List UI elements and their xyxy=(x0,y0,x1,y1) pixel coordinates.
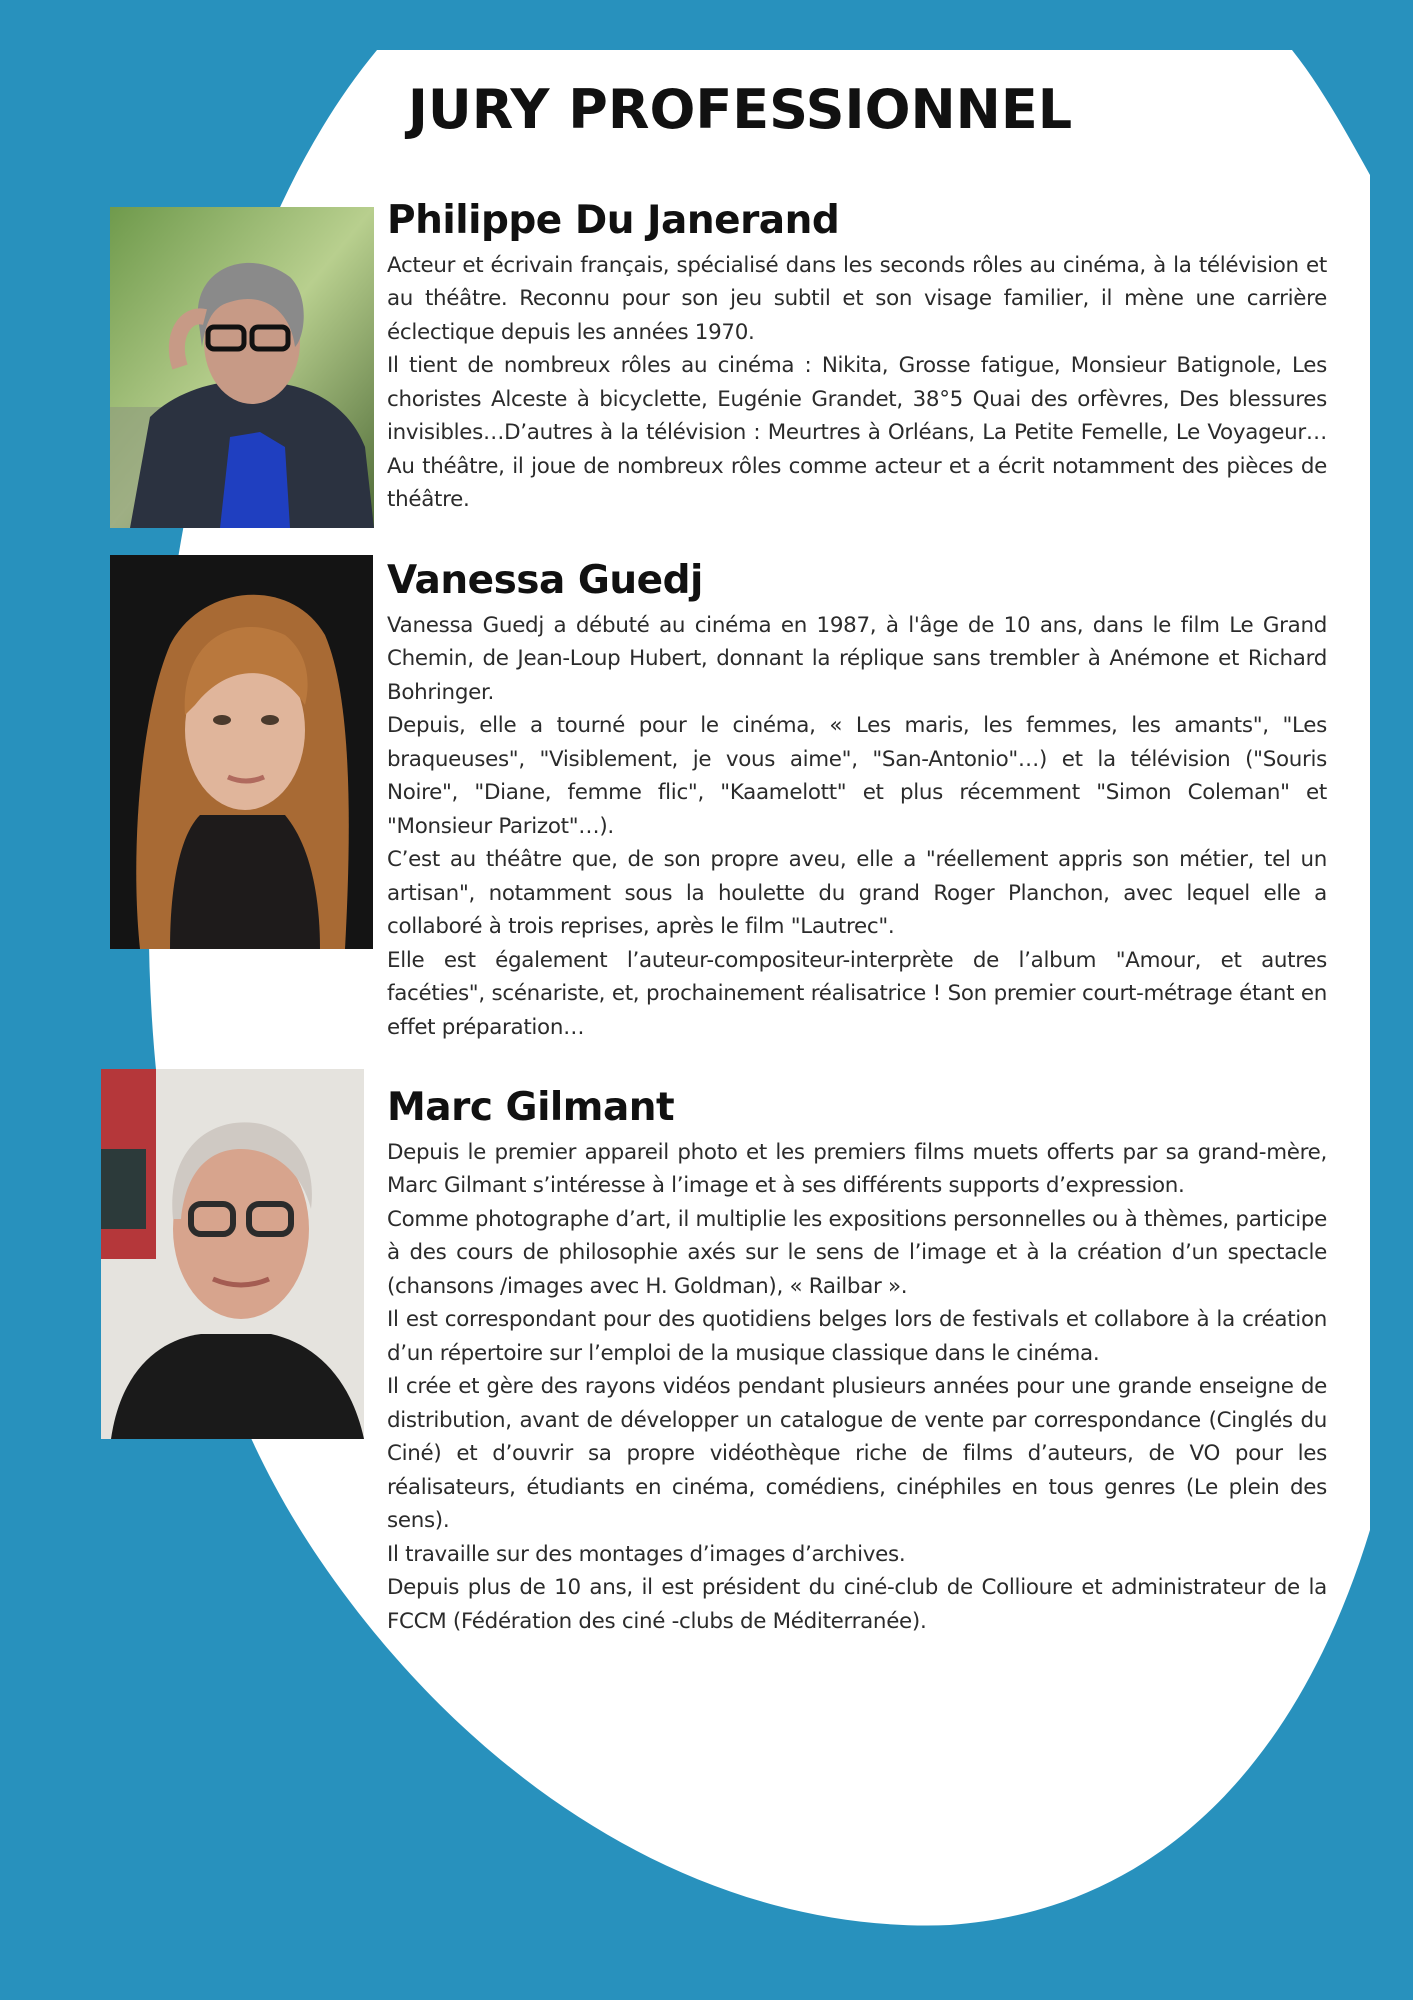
portrait-photo-philippe xyxy=(110,207,374,528)
bio-paragraph: Acteur et écrivain français, spécialisé dans les seconds rôles au cinéma, à la télévision et au théâtre. Reconnu pour son jeu subtil et son visage familier, il mène une carrière éclectique depuis les années 1970. xyxy=(387,252,1327,345)
member-bio xyxy=(387,1136,1327,1639)
bio-paragraph: Il est correspondant pour des quotidiens belges lors de festivals et collabore à la création d’un répertoire sur l’emploi de la musique classique dans le cinéma. xyxy=(387,1307,1327,1366)
member-name: Vanessa Guedj xyxy=(387,558,703,603)
jury-member-philippe xyxy=(387,200,1327,517)
member-name: Marc Gilmant xyxy=(387,1085,675,1130)
jury-member-marc xyxy=(387,1087,1327,1638)
bio-paragraph: Vanessa Guedj a débuté au cinéma en 1987, à l'âge de 10 ans, dans le film Le Grand Chemin, de Jean-Loup Hubert, donnant la réplique sans trembler à Anémone et Richard Bohringer. xyxy=(387,612,1327,705)
bio-paragraph: Il travaille sur des montages d’images d’archives. xyxy=(387,1541,906,1567)
bio-paragraph: Depuis le premier appareil photo et les premiers films muets offerts par sa grand-mère, Marc Gilmant s’intéresse à l’image et à ses différents supports d’expression. xyxy=(387,1139,1327,1199)
bio-paragraph: Elle est également l’auteur-compositeur-interprète de l’album "Amour, et autres facéties", scénariste, et, prochainement réalisatrice ! Son premier court-métrage étant en effet préparation… xyxy=(387,947,1327,1040)
member-bio xyxy=(387,609,1327,1045)
bio-paragraph: Il tient de nombreux rôles au cinéma : Nikita, Grosse fatigue, Monsieur Batignole, Les choristes Alceste à bicyclette, Eugénie Grandet, 38°5 Quai des orfèvres, Des blessures invisibles…D’autres à la télévision : Meurtres à Orléans, La Petite Femelle, Le Voyageur…Au théâtre, il joue de nombreux rôles comme acteur et a écrit notamment des pièces de théâtre. xyxy=(387,353,1327,513)
bio-paragraph: Comme photographe d’art, il multiplie les expositions personnelles ou à thèmes, participe à des cours de philosophie axés sur le sens de l’image et à la création d’un spectacle (chansons /images avec H. Goldman), « Railbar ». xyxy=(387,1206,1327,1299)
bio-paragraph: C’est au théâtre que, de son propre aveu, elle a "réellement appris son métier, tel un artisan", notamment sous la houlette du grand Roger Planchon, avec lequel elle a collaboré à trois reprises, après le film "Lautrec". xyxy=(387,847,1327,940)
jury-member-vanessa xyxy=(387,560,1327,1044)
bio-paragraph: Depuis plus de 10 ans, il est président du ciné-club de Collioure et administrateur de la FCCM (Fédération des ciné -clubs de Méditerranée). xyxy=(387,1575,1327,1634)
portrait-photo-vanessa xyxy=(110,555,373,949)
bio-paragraph: Il crée et gère des rayons vidéos pendant plusieurs années pour une grande enseigne de distribution, avant de développer un catalogue de vente par correspondance (Cinglés du Ciné) et d’ouvrir sa propre vidéothèque riche de films d’auteurs, de VO pour les réalisateurs, étudiants en cinéma, comédiens, cinéphiles en tous genres (Le plein des sens). xyxy=(387,1374,1327,1534)
bio-paragraph: Depuis, elle a tourné pour le cinéma, « Les maris, les femmes, les amants", "Les braqueuses", "Visiblement, je vous aime", "San-Antonio"…) et la télévision ("Souris Noire", "Diane, femme flic", "Kaamelott" et plus récemment "Simon Coleman" et "Monsieur Parizot"…). xyxy=(387,713,1327,839)
member-name: Philippe Du Janerand xyxy=(387,198,840,243)
page-title: JURY PROFESSIONNEL xyxy=(407,78,1073,141)
member-bio xyxy=(387,249,1327,517)
portrait-photo-marc xyxy=(101,1069,364,1439)
